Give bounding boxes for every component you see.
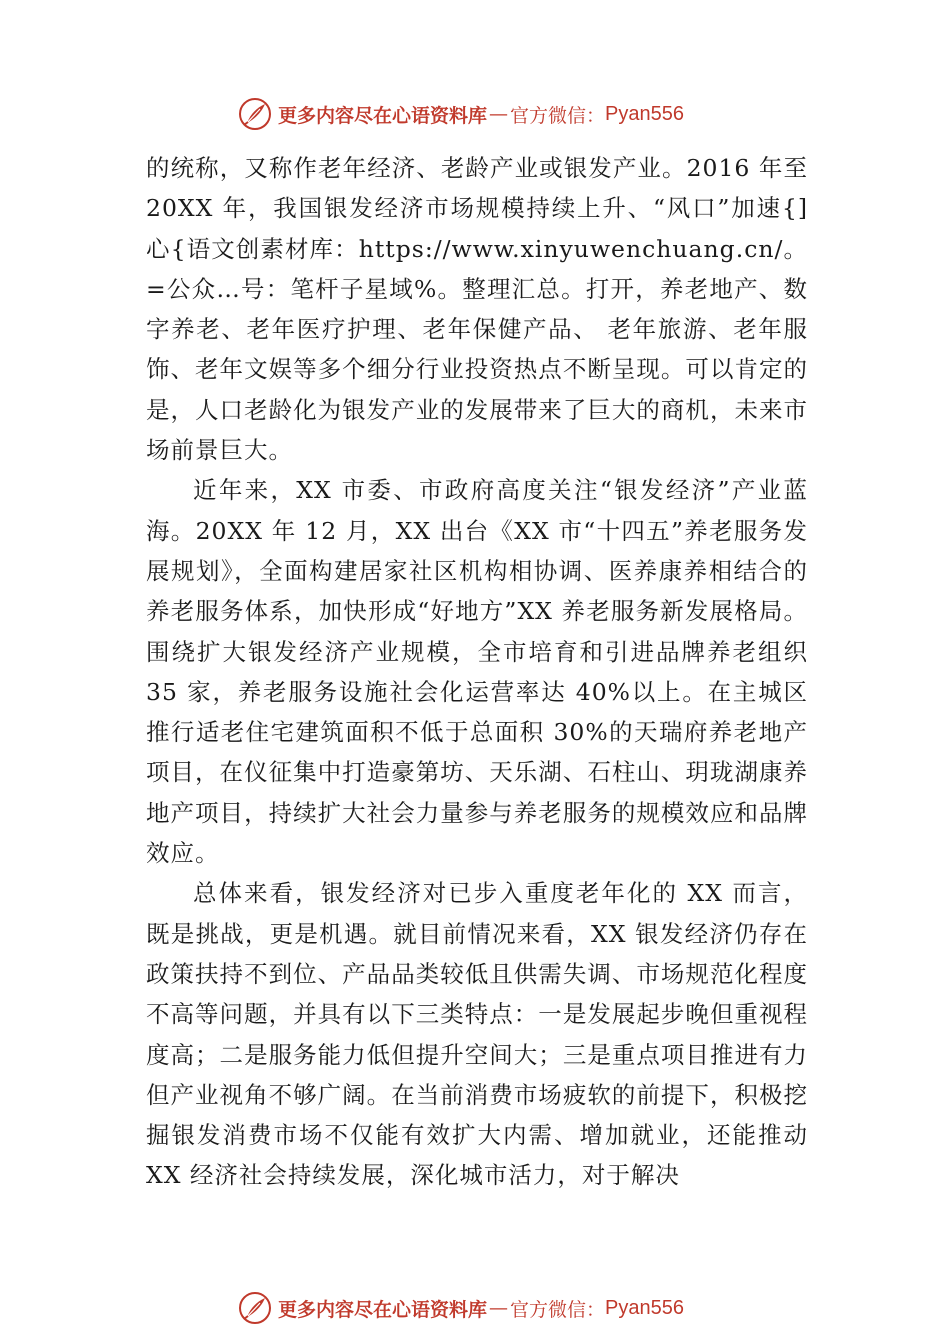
watermark-brand: 更多内容尽在心语资料库 <box>278 104 488 127</box>
paragraph-1: 的统称，又称作老年经济、老龄产业或银发产业。2016 年至20XX 年，我国银发经济市场规模持续上升、“风口”加速{]心{语文创素材库：https://www.xinyuwenchuang.cn/。=公众…号：笔杆子星域%。整理汇总。打开，养老地产、数字养老、老年医疗护理、老年保健产品、 老年旅游、老年服饰、老年文娱等多个细分行业投资热点不断呈现。可以肯定的是，人口老龄化为银发产业的发展带来了巨大的商机，未来市场前景巨大。 <box>146 154 808 465</box>
watermark-official-label: 官方微信： <box>510 104 606 127</box>
feather-pen-logo-icon <box>238 97 272 131</box>
watermark-brand: 更多内容尽在心语资料库 <box>278 1298 488 1321</box>
feather-pen-logo-icon <box>238 1291 272 1325</box>
footer-watermark <box>238 1288 738 1328</box>
watermark-official-label: 官方微信： <box>510 1298 606 1321</box>
watermark-separator: — <box>489 103 509 125</box>
watermark-wechat-id: Pyan556 <box>605 1296 684 1319</box>
paragraph-3: 总体来看，银发经济对已步入重度老年化的 XX 而言，既是挑战，更是机遇。就目前情况来看，XX 银发经济仍存在政策扶持不到位、产品品类较低且供需失调、市场规范化程度不高等问题，并具有以下三类特点：一是发展起步晚但重视程度高；二是服务能力低但提升空间大；三是重点项目推进有力但产业视角不够广阔。在当前消费市场疲软的前提下，积极挖掘银发消费市场不仅能有效扩大内需、增加就业，还能推动 XX 经济社会持续发展，深化城市活力，对于解决 <box>146 879 808 1190</box>
watermark-separator: — <box>489 1297 509 1319</box>
paragraph-2: 近年来，XX 市委、市政府高度关注“银发经济”产业蓝海。20XX 年 12 月，XX 出台《XX 市“十四五”养老服务发展规划》，全面构建居家社区机构相协调、医养康养相结合的养老服务体系，加快形成“好地方”XX 养老服务新发展格局。围绕扩大银发经济产业规模，全市培育和引进品牌养老组织 35 家，养老服务设施社会化运营率达 40%以上。在主城区推行适老住宅建筑面积不低于总面积 30%的天瑞府养老地产项目，在仪征集中打造豪第坊、天乐湖、石柱山、玥珑湖康养地产项目，持续扩大社会力量参与养老服务的规模效应和品牌效应。 <box>146 476 808 868</box>
watermark-wechat-id: Pyan556 <box>605 102 684 125</box>
header-watermark <box>238 94 738 134</box>
document-body <box>146 148 808 1196</box>
